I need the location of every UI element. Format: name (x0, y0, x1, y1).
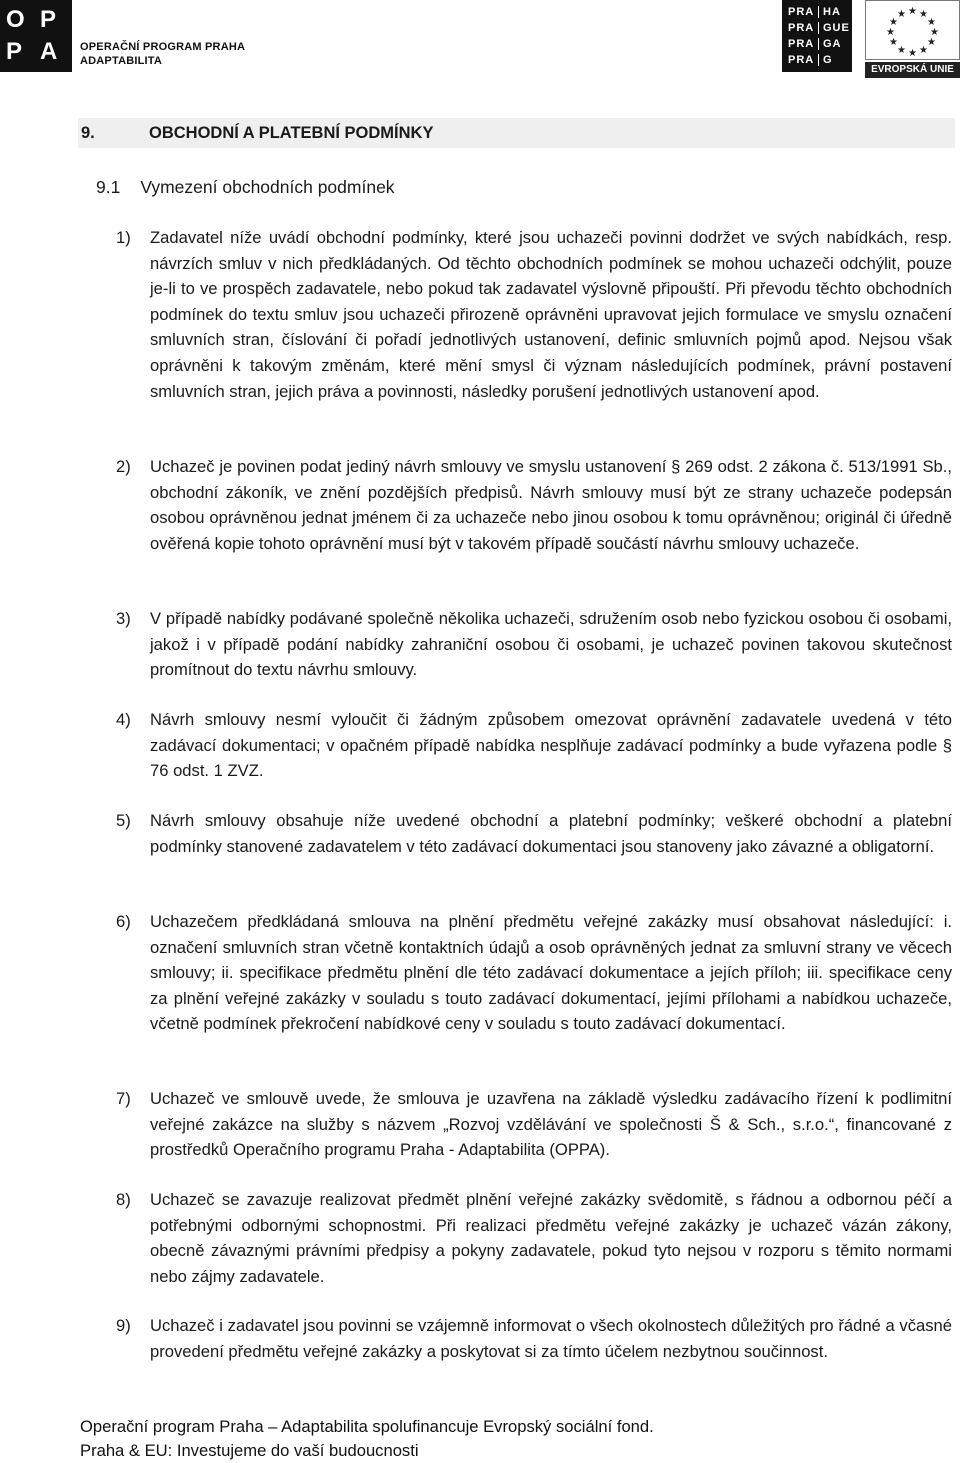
item-number: 8) (116, 1190, 131, 1209)
item-number: 3) (116, 609, 131, 628)
item-text: Zadavatel níže uvádí obchodní podmínky, které jsou uchazeči povinni dodržet ve svých nabídkách, resp. návrzích smluv v nich předkládaných. Od těchto obchodních podmínek se mohou uchazeči odchýlit, pouze je-li to ve prospěch zadavatele, nebo pokud tak zadavatel výslovně připouští. Při převodu těchto obchodních podmínek do textu smluv jsou uchazeči přirozeně oprávněni upravovat jejich formulace ve smyslu označení smluvních stran, číslování či pořadí jednotlivých ustanovení, definic smluvních pojmů apod. Nejsou však oprávněni k takovým změnám, které mění smysl či význam následujících podmínek, právní postavení smluvních stran, jejich práva a povinnosti, následky porušení jednotlivých ustanovení apod. (150, 228, 952, 401)
section-title: OBCHODNÍ A PLATEBNÍ PODMÍNKY (149, 124, 434, 142)
oppa-logo-text: OPERAČNÍ PROGRAM PRAHA ADAPTABILITA (80, 41, 246, 67)
svg-text:★: ★ (908, 48, 917, 59)
list-item (116, 1313, 952, 1364)
item-text: Uchazečem předkládaná smlouva na plnění předmětu veřejné zakázky musí obsahovat následující: i. označení smluvních stran včetně kontaktních údajů a osob oprávněných jednat za smluvní strany ve věcech smlouvy; ii. specifikace předmětu plnění dle této zadávací dokumentace a jejích příloh; iii. specifikace ceny za plnění veřejné zakázky v souladu s touto zadávací dokumentací, jejími přílohami a nabídkou uchazeče, včetně podmínek překročení nabídkové ceny v souladu s touto zadávací dokumentací. (150, 912, 952, 1034)
svg-text:★: ★ (889, 37, 898, 48)
svg-text:★: ★ (927, 37, 936, 48)
item-number: 5) (116, 811, 131, 830)
list-item (116, 707, 952, 784)
subsection-number: 9.1 (96, 177, 121, 197)
svg-text:★: ★ (886, 27, 895, 38)
list-item (116, 606, 952, 683)
section-heading (78, 118, 955, 148)
svg-text:★: ★ (897, 9, 906, 20)
footer-line-2: Praha & EU: Investujeme do vaší budoucnosti (80, 1441, 419, 1460)
svg-text:★: ★ (908, 6, 917, 17)
item-number: 9) (116, 1316, 131, 1335)
oppa-logo-mark: O P P A (0, 0, 72, 72)
list-item (116, 808, 952, 859)
eu-flag-icon (865, 0, 960, 60)
svg-text:★: ★ (919, 9, 928, 20)
eu-label: EVROPSKÁ UNIE (865, 62, 960, 78)
page-footer (80, 1415, 654, 1463)
list-item (116, 909, 952, 1037)
praha-logo: PRA HA PRA GUE PRA GA PRA G (782, 0, 852, 72)
item-number: 4) (116, 710, 131, 729)
item-text: Návrh smlouvy obsahuje níže uvedené obchodní a platební podmínky; veškeré obchodní a platební podmínky stanovené zadavatelem v této zadávací dokumentaci jsou stanoveny jako závazné a obligatorní. (150, 811, 952, 856)
eu-logo (865, 0, 960, 80)
list-item (116, 225, 952, 404)
footer-line-1: Operační program Praha – Adaptabilita spolufinancuje Evropský sociální fond. (80, 1417, 654, 1436)
item-text: Uchazeč ve smlouvě uvede, že smlouva je uzavřena na základě výsledku zadávacího řízení k podlimitní veřejné zakázce na služby s názvem „Rozvoj vzdělávání ve společnosti Š & Sch., s.r.o.“, financované z prostředků Operačního programu Praha - Adaptabilita (OPPA). (150, 1089, 952, 1160)
item-text: Uchazeč se zavazuje realizovat předmět plnění veřejné zakázky svědomitě, s řádnou a odbornou péčí a potřebnými odbornými schopnostmi. Při realizaci předmětu veřejné zakázky je uchazeč vázán zákony, obecně závaznými právními předpisy a pokyny zadavatele, pokud tyto nejsou v rozporu s těmito normami nebo zájmy zadavatele. (150, 1190, 952, 1286)
item-number: 7) (116, 1089, 131, 1108)
oppa-logo (0, 0, 250, 72)
svg-text:★: ★ (897, 45, 906, 56)
item-text: Uchazeč i zadavatel jsou povinni se vzájemně informovat o všech okolnostech důležitých pro řádné a včasné provedení předmětu veřejné zakázky a poskytovat si za tímto účelem nezbytnou součinnost. (150, 1316, 952, 1361)
list-item (116, 1187, 952, 1289)
list-item (116, 454, 952, 556)
svg-text:★: ★ (919, 45, 928, 56)
list-item (116, 1086, 952, 1163)
item-number: 6) (116, 912, 131, 931)
subsection-heading (96, 175, 395, 199)
svg-text:★: ★ (930, 27, 939, 38)
subsection-title: Vymezení obchodních podmínek (140, 177, 395, 197)
item-number: 1) (116, 228, 131, 247)
item-text: Návrh smlouvy nesmí vyloučit či žádným způsobem omezovat oprávnění zadavatele uvedená v této zadávací dokumentaci; v opačném případě nabídka nesplňuje zadávací podmínky a bude vyřazena podle § 76 odst. 1 ZVZ. (150, 710, 952, 781)
item-text: Uchazeč je povinen podat jediný návrh smlouvy ve smyslu ustanovení § 269 odst. 2 zákona č. 513/1991 Sb., obchodní zákoník, ve znění pozdějších předpisů. Návrh smlouvy musí být ze strany uchazeče podepsán osobou oprávněnou jednat jménem či za uchazeče nebo jinou osobou k tomu oprávněnou; originál či úředně ověřená kopie tohoto oprávnění musí být v takovém případě součástí návrhu smlouvy uchazeče. (150, 457, 952, 553)
item-number: 2) (116, 457, 131, 476)
section-number: 9. (81, 124, 95, 142)
item-text: V případě nabídky podávané společně několika uchazeči, sdružením osob nebo fyzickou osobou či osobami, jakož i v případě podání nabídky zahraniční osobou či osobami, je uchazeč povinen takovou skutečnost promítnout do textu návrhu smlouvy. (150, 609, 952, 680)
svg-text:★: ★ (889, 17, 898, 28)
svg-text:★: ★ (927, 17, 936, 28)
